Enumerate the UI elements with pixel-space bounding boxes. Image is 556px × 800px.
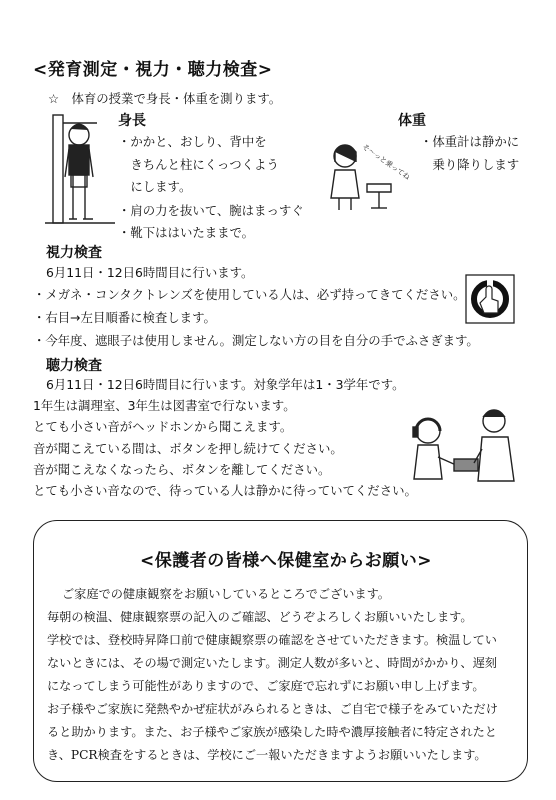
hearing-heading: 聴力検査 [46,358,102,374]
section-title: <発育測定・視力・聴力検査> [33,60,273,80]
request-line: ないときには、その場で測定いたします。測定人数が多いと、時間がかかり、遅刻 [47,656,497,670]
request-line: ご家庭での健康観察をお願いしているところでございます。 [62,587,390,601]
request-line: になってしまう可能性がありますので、ご家庭で忘れずにお願い申し上げます。 [47,679,485,693]
hearing-line: 音が聞こえている間は、ボタンを押し続けてください。 [33,441,343,456]
request-title: <保護者の皆様へ保健室からお願い> [140,551,432,571]
hearing-line: 音が聞こえなくなったら、ボタンを離してください。 [33,462,331,477]
request-line: 毎朝の検温、健康観察票の記入のご確認、どうぞよろしくお願いいたします。 [47,610,473,624]
landolt-ring-icon [466,275,514,323]
hearing-line: とても小さい音なので、待っている人は静かに待っていてください。 [33,483,417,498]
vision-line: 6月11日・12日6時間目に行います。 [46,265,254,280]
height-bullet: ・靴下ははいたままで。 [118,225,255,240]
hearing-line: 1年生は調理室、3年生は図書室で行ないます。 [33,398,296,413]
weight-bullet: ・体重計は静かに [420,134,520,149]
vision-line: ・メガネ・コンタクトレンズを使用している人は、必ず持ってきてください。 [33,287,466,302]
request-line: き、PCR検査をするときは、学校にご一報いただきますようお願いいたします。 [47,748,487,762]
height-bullet: ・かかと、おしり、背中を [118,134,267,149]
request-line: ると助かります。また、お子様やご家族が感染した時や濃厚接触者に特定されたと [47,725,497,739]
height-bullet: ・肩の力を抜いて、腕はまっすぐ [118,203,304,218]
vision-line: ・今年度、遮眼子は使用しません。測定しない方の目を自分の手でふさぎます。 [33,333,479,348]
weight-heading: 体重 [398,113,426,129]
height-bullet: にします。 [118,179,192,194]
request-line: お子様やご家族に発熱やかぜ症状がみられるときは、ご自宅で様子をみていただけ [47,702,498,716]
height-measurement-illustration [45,113,125,228]
hearing-line: とても小さい音がヘッドホンから聞こえます。 [33,419,293,434]
weight-bullet: 乗り降りします [420,157,520,172]
weight-speech-bubble: そ〜っと乗ってね [360,142,412,182]
request-line: 学校では、登校時昇降口前で健康観察票の確認をさせていただきます。検温してい [47,633,497,647]
vision-heading: 視力検査 [46,245,102,261]
hearing-test-illustration [410,405,525,495]
hearing-line: 6月11日・12日6時間目に行います。対象学年は1・3学年です。 [46,377,405,392]
vision-line: ・右目→左目順番に検査します。 [33,310,216,325]
height-heading: 身長 [118,113,146,129]
height-bullet: きちんと柱にくっつくよう [118,157,279,172]
intro-text: ☆ 体育の授業で身長・体重を測ります。 [48,91,282,106]
